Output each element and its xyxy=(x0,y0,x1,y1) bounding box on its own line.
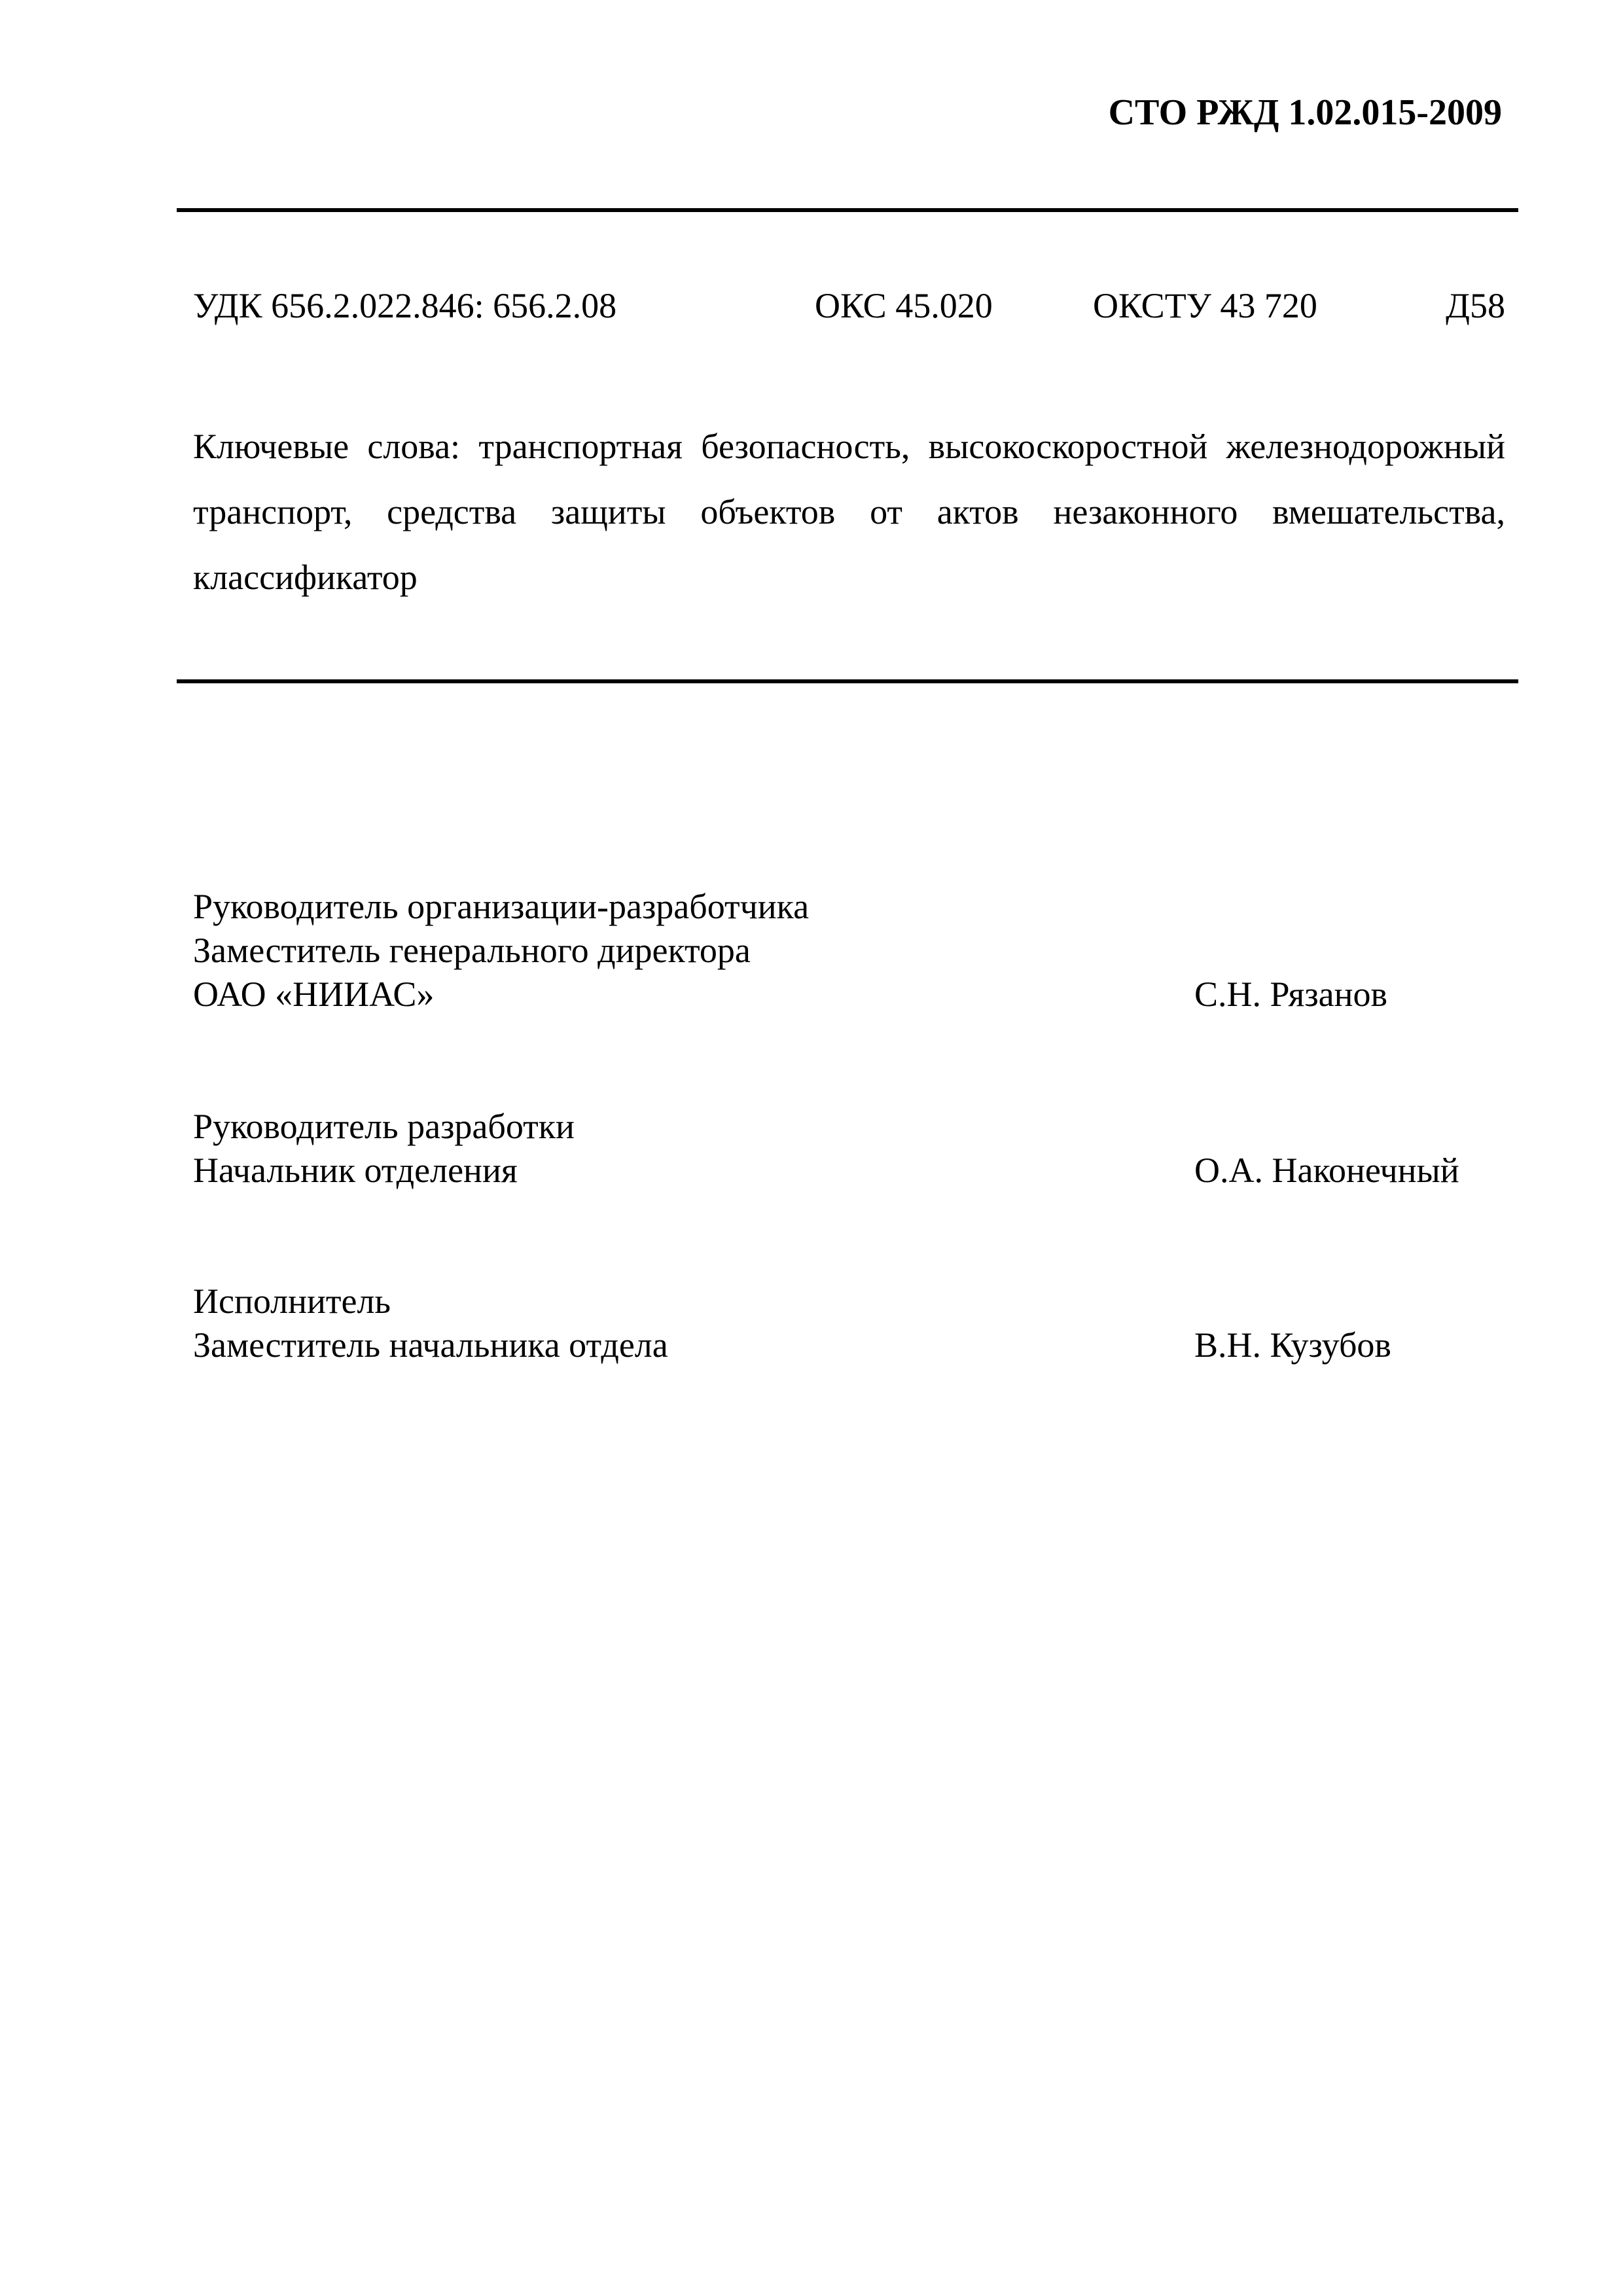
oks-code: ОКС 45.020 xyxy=(815,286,993,325)
classifier-code: Д58 xyxy=(1446,286,1505,325)
signature-position-line: Руководитель разработки xyxy=(193,1107,575,1146)
bottom-divider xyxy=(177,679,1518,683)
signature-block-executor xyxy=(193,1280,1522,1367)
signature-position-line: Заместитель генерального директора xyxy=(193,931,751,970)
okstu-code: ОКСТУ 43 720 xyxy=(1093,286,1317,325)
signature-block-organization-head xyxy=(193,885,1522,1016)
signatory-name: О.А. Наконечный xyxy=(1194,1151,1459,1190)
signatory-name: С.Н. Рязанов xyxy=(1194,975,1388,1014)
signature-position-line: Руководитель организации-разработчика xyxy=(193,887,810,926)
udk-code: УДК 656.2.022.846: 656.2.08 xyxy=(193,286,617,325)
signature-block-development-head xyxy=(193,1105,1522,1193)
top-divider xyxy=(177,208,1518,212)
signature-position-line: Начальник отделения xyxy=(193,1151,518,1190)
classification-row xyxy=(193,285,1505,331)
signatory-name: В.Н. Кузубов xyxy=(1194,1325,1391,1365)
signature-position-line: Заместитель начальника отдела xyxy=(193,1325,668,1365)
signature-position-line: Исполнитель xyxy=(193,1282,391,1321)
document-code: СТО РЖД 1.02.015-2009 xyxy=(1108,92,1502,133)
signature-position-line: ОАО «НИИАС» xyxy=(193,975,435,1014)
keywords-paragraph: Ключевые слова: транспортная безопасность, высокоскоростной железнодорожный транспорт, средства защиты объектов от актов незаконного вмешательства, классификатор xyxy=(193,427,1505,597)
